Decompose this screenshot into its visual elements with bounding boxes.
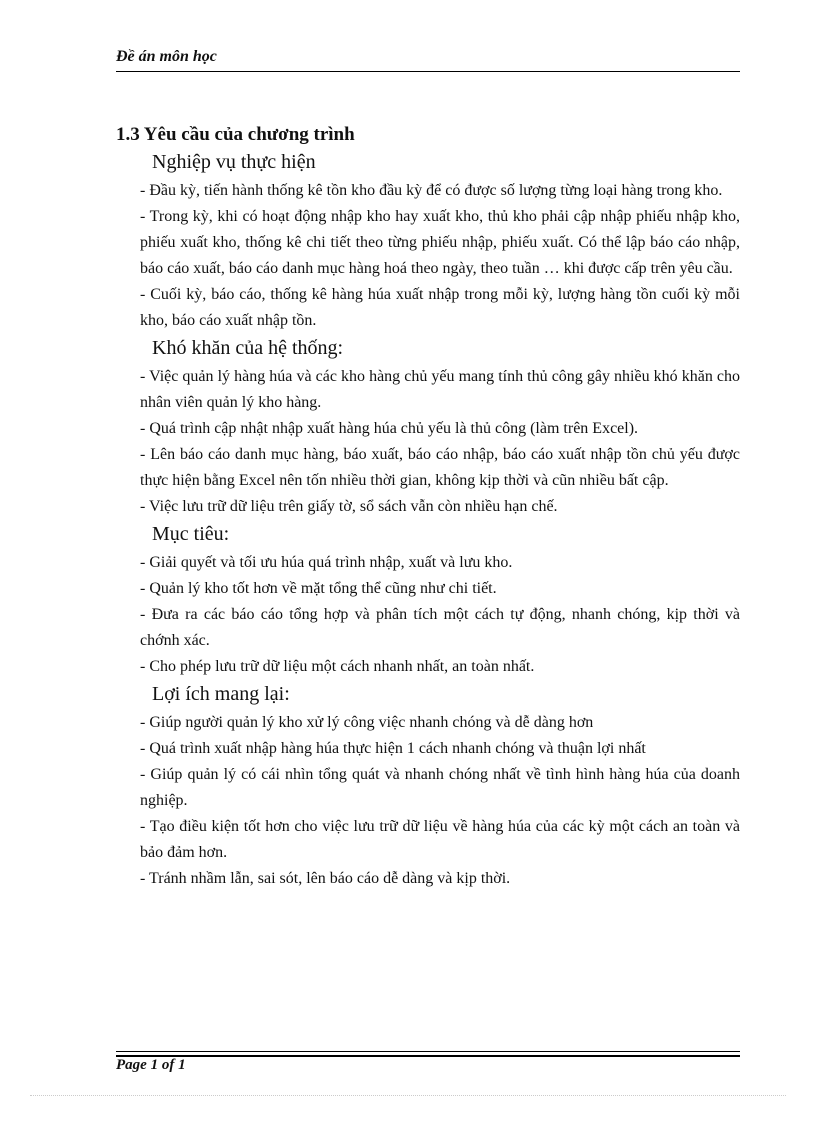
paragraph: - Trong kỳ, khi có hoạt động nhập kho hay xuất kho, thủ kho phải cập nhập phiếu nhập kho, phiếu xuất kho, thống kê chi tiết theo từng phiếu nhập, phiếu xuất. Có thể lập báo cáo nhập, báo cáo xuất, báo cáo danh mục hàng hoá theo ngày, theo tuần … khi được cấp trên yêu cầu. [140, 208, 740, 277]
header-divider [116, 71, 740, 72]
page-content [116, 124, 740, 892]
paragraph: - Việc quản lý hàng húa và các kho hàng chủ yếu mang tính thủ công gây nhiều khó khăn cho nhân viên quản lý kho hàng. [140, 368, 740, 411]
paragraph: - Đầu kỳ, tiến hành thống kê tồn kho đầu kỳ để có được số lượng từng loại hàng trong kho. [140, 182, 723, 199]
paragraph: - Quá trình xuất nhập hàng húa thực hiện 1 cách nhanh chóng và thuận lợi nhất [140, 740, 646, 757]
paragraph: - Cho phép lưu trữ dữ liệu một cách nhanh nhất, an toàn nhất. [140, 658, 535, 675]
footer-divider-thick [116, 1055, 740, 1057]
paragraph: - Đưa ra các báo cáo tổng hợp và phân tích một cách tự động, nhanh chóng, kịp thời và chớnh xác. [140, 606, 740, 649]
paragraph: - Giúp quản lý có cái nhìn tổng quát và nhanh chóng nhất về tình hình hàng húa của doanh nghiệp. [140, 766, 740, 809]
subheading: Nghiệp vụ thực hiện [152, 151, 316, 173]
paragraph: - Giúp người quản lý kho xử lý công việc nhanh chóng và dễ dàng hơn [140, 714, 594, 731]
page-edge-dots [30, 1095, 786, 1096]
subheading: Mục tiêu: [152, 523, 230, 545]
paragraph: - Tránh nhầm lẫn, sai sót, lên báo cáo dễ dàng và kịp thời. [140, 870, 511, 887]
document-header: Đề án môn học [116, 48, 217, 65]
paragraph: - Cuối kỳ, báo cáo, thống kê hàng húa xuất nhập trong mỗi kỳ, lượng hàng tồn cuối kỳ mỗi kho, báo cáo xuất nhập tồn. [140, 286, 740, 329]
subheading: Khó khăn của hệ thống: [152, 337, 344, 359]
paragraph: - Lên báo cáo danh mục hàng, báo xuất, báo cáo nhập, báo cáo xuất nhập tồn chủ yếu được thực hiện bằng Excel nên tốn nhiều thời gian, không kịp thời và cũn nhiều bất cập. [140, 446, 740, 489]
paragraph: - Giải quyết và tối ưu húa quá trình nhập, xuất và lưu kho. [140, 554, 513, 571]
section-title: 1.3 Yêu cầu của chương trình [116, 124, 355, 145]
subheading: Lợi ích mang lại: [152, 683, 290, 705]
paragraph: - Quản lý kho tốt hơn về mặt tổng thể cũng như chi tiết. [140, 580, 497, 597]
paragraph: - Việc lưu trữ dữ liệu trên giấy tờ, sổ sách vẫn còn nhiều hạn chế. [140, 498, 558, 515]
page-number: Page 1 of 1 [116, 1057, 186, 1073]
paragraph: - Quá trình cập nhật nhập xuất hàng húa chủ yếu là thủ công (làm trên Excel). [140, 420, 639, 437]
paragraph: - Tạo điều kiện tốt hơn cho việc lưu trữ dữ liệu về hàng húa của các kỳ một cách an toàn và bảo đảm hơn. [140, 818, 740, 861]
footer-divider [116, 1051, 740, 1052]
